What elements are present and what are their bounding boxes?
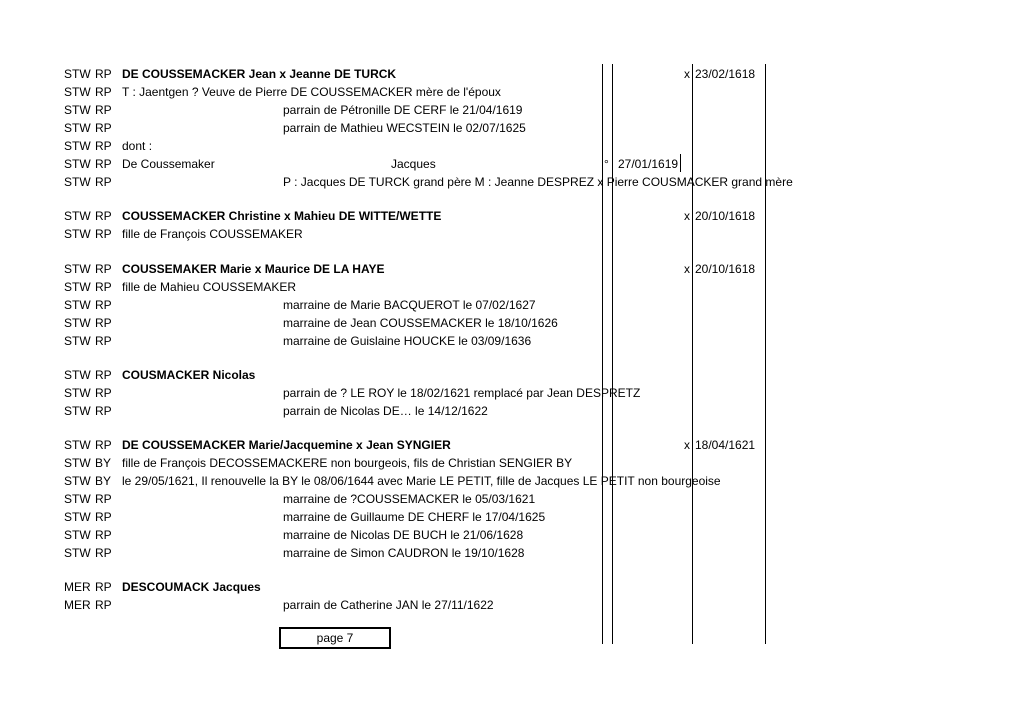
register-code: RP <box>95 85 112 99</box>
marriage-mark: x <box>684 438 690 452</box>
register-code: RP <box>95 298 112 312</box>
register-code: RP <box>95 139 112 153</box>
entry-detail: marraine de Guislaine HOUCKE le 03/09/1636 <box>283 334 532 348</box>
register-code: RP <box>95 334 112 348</box>
entry-detail: marraine de Nicolas DE BUCH le 21/06/1628 <box>283 528 524 542</box>
child-surname: De Coussemaker <box>122 157 215 171</box>
register-code: RP <box>95 528 112 542</box>
parish-code: STW <box>64 157 91 171</box>
register-code: RP <box>95 121 112 135</box>
parish-code: STW <box>64 528 91 542</box>
parish-code: STW <box>64 316 91 330</box>
entry-detail: marraine de Jean COUSSEMACKER le 18/10/1626 <box>283 316 558 330</box>
table-row <box>0 366 1024 384</box>
marriage-date: 18/04/1621 <box>695 438 756 452</box>
entry-detail: parrain de Nicolas DE… le 14/12/1622 <box>283 404 488 418</box>
register-code: RP <box>95 404 112 418</box>
entry-text: fille de Mahieu COUSSEMAKER <box>122 280 297 294</box>
register-code: BY <box>95 474 112 488</box>
table-row <box>0 544 1024 562</box>
marriage-date: 23/02/1618 <box>695 67 756 81</box>
register-code: RP <box>95 386 112 400</box>
marriage-date: 20/10/1618 <box>695 262 756 276</box>
entry-text: fille de François DECOSSEMACKERE non bourgeois, fils de Christian SENGIER BY <box>122 456 573 470</box>
table-row <box>0 454 1024 472</box>
register-code: RP <box>95 598 112 612</box>
entry-detail: marraine de ?COUSSEMACKER le 05/03/1621 <box>283 492 536 506</box>
parish-code: STW <box>64 227 91 241</box>
table-row <box>0 65 1024 83</box>
table-row <box>0 83 1024 101</box>
table-row <box>0 155 1024 173</box>
birth-date: 27/01/1619 <box>618 157 679 171</box>
table-row <box>0 296 1024 314</box>
table-row <box>0 225 1024 243</box>
birth-mark: ° <box>604 157 609 171</box>
marriage-date: 20/10/1618 <box>695 209 756 223</box>
entry-text: dont : <box>122 139 153 153</box>
parish-code: STW <box>64 386 91 400</box>
parish-code: STW <box>64 103 91 117</box>
table-row <box>0 436 1024 454</box>
couple-heading: DE COUSSEMACKER Jean x Jeanne DE TURCK <box>122 67 397 81</box>
entry-detail: parrain de ? LE ROY le 18/02/1621 remplacé par Jean DESPRETZ <box>283 386 641 400</box>
entry-text: T : Jaentgen ? Veuve de Pierre DE COUSSEMACKER mère de l'époux <box>122 85 501 99</box>
marriage-mark: x <box>684 67 690 81</box>
marriage-mark: x <box>684 209 690 223</box>
register-code: RP <box>95 103 112 117</box>
parish-code: STW <box>64 474 91 488</box>
parish-code: STW <box>64 546 91 560</box>
table-row <box>0 101 1024 119</box>
table-row <box>0 119 1024 137</box>
entry-detail: parrain de Catherine JAN le 27/11/1622 <box>283 598 494 612</box>
register-code: RP <box>95 316 112 330</box>
entry-detail: marraine de Guillaume DE CHERF le 17/04/1625 <box>283 510 546 524</box>
parish-code: STW <box>64 85 91 99</box>
couple-heading: DE COUSSEMACKER Marie/Jacquemine x Jean SYNGIER <box>122 438 451 452</box>
parish-code: STW <box>64 209 91 223</box>
register-code: RP <box>95 492 112 506</box>
parish-code: STW <box>64 334 91 348</box>
entry-detail: parrain de Pétronille DE CERF le 21/04/1619 <box>283 103 523 117</box>
table-row <box>0 402 1024 420</box>
table-row <box>0 384 1024 402</box>
couple-heading: COUSSEMACKER Christine x Mahieu DE WITTE/WETTE <box>122 209 442 223</box>
register-code: RP <box>95 227 112 241</box>
register-code: RP <box>95 262 112 276</box>
register-code: RP <box>95 209 112 223</box>
table-row <box>0 173 1024 191</box>
table-row <box>0 578 1024 596</box>
parish-code: STW <box>64 298 91 312</box>
couple-heading: COUSSEMAKER Marie x Maurice DE LA HAYE <box>122 262 385 276</box>
page-number-box: page 7 <box>279 627 391 649</box>
entry-text: le 29/05/1621, Il renouvelle la BY le 08/06/1644 avec Marie LE PETIT, fille de Jacques LE PETIT non bourgeoise <box>122 474 721 488</box>
register-code: RP <box>95 368 112 382</box>
child-firstname: Jacques <box>391 157 436 171</box>
parish-code: STW <box>64 368 91 382</box>
parish-code: STW <box>64 510 91 524</box>
table-row <box>0 472 1024 490</box>
parish-code: STW <box>64 280 91 294</box>
parish-code: STW <box>64 456 91 470</box>
parish-code: MER <box>64 598 91 612</box>
register-code: RP <box>95 175 112 189</box>
table-row <box>0 278 1024 296</box>
table-row <box>0 207 1024 225</box>
marriage-mark: x <box>684 262 690 276</box>
register-code: BY <box>95 456 112 470</box>
register-code: RP <box>95 280 112 294</box>
parish-code: STW <box>64 121 91 135</box>
entry-detail: P : Jacques DE TURCK grand père M : Jeanne DESPREZ x Pierre COUSMACKER grand mère <box>283 175 793 189</box>
parish-code: STW <box>64 438 91 452</box>
register-code: RP <box>95 510 112 524</box>
table-row <box>0 526 1024 544</box>
parish-code: MER <box>64 580 91 594</box>
register-code: RP <box>95 546 112 560</box>
register-code: RP <box>95 157 112 171</box>
table-row <box>0 490 1024 508</box>
parish-code: STW <box>64 139 91 153</box>
parish-code: STW <box>64 492 91 506</box>
person-heading: DESCOUMACK Jacques <box>122 580 261 594</box>
entry-detail: marraine de Marie BACQUEROT le 07/02/1627 <box>283 298 536 312</box>
entry-detail: marraine de Simon CAUDRON le 19/10/1628 <box>283 546 525 560</box>
parish-code: STW <box>64 175 91 189</box>
person-heading: COUSMACKER Nicolas <box>122 368 256 382</box>
parish-code: STW <box>64 262 91 276</box>
register-code: RP <box>95 438 112 452</box>
table-row <box>0 596 1024 614</box>
entry-text: fille de François COUSSEMAKER <box>122 227 303 241</box>
register-code: RP <box>95 67 112 81</box>
table-row <box>0 137 1024 155</box>
entry-detail: parrain de Mathieu WECSTEIN le 02/07/1625 <box>283 121 526 135</box>
table-row <box>0 332 1024 350</box>
table-row <box>0 508 1024 526</box>
parish-code: STW <box>64 67 91 81</box>
table-row <box>0 314 1024 332</box>
table-row <box>0 260 1024 278</box>
parish-code: STW <box>64 404 91 418</box>
register-code: RP <box>95 580 112 594</box>
